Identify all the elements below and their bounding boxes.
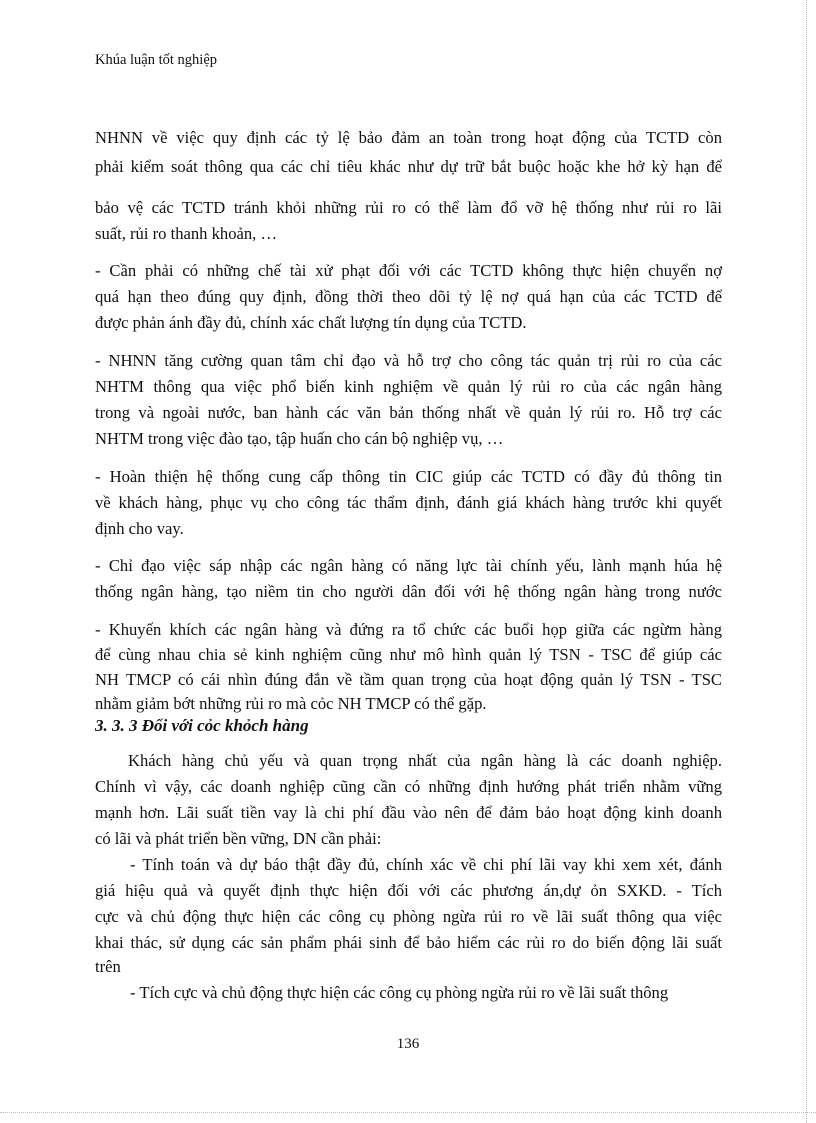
body-line: - Chỉ đạo việc sáp nhập các ngân hàng có năng lực tài chính yếu, lành mạnh húa hệ bbox=[95, 556, 722, 575]
body-line: khai thác, sử dụng các sản phẩm phái sinh để bảo hiểm các rủi ro do biến động lãi suất bbox=[95, 933, 722, 952]
body-line: để cùng nhau chia sẻ kinh nghiệm cũng như mô hình quản lý TSN - TSC để giúp các bbox=[95, 645, 722, 664]
body-line: - Tích cực và chủ động thực hiện các công cụ phòng ngừa rủi ro về lãi suất thông bbox=[130, 983, 669, 1002]
body-line: - Hoàn thiện hệ thống cung cấp thông tin CIC giúp các TCTD có đầy đủ thông tin bbox=[95, 467, 722, 486]
body-line: được phản ánh đầy đủ, chính xác chất lượng tín dụng của TCTD. bbox=[95, 313, 527, 332]
body-line: cực và chủ động thực hiện các công cụ phòng ngừa rủi ro về lãi suất thông qua việc bbox=[95, 907, 722, 926]
running-header: Khúa luận tốt nghiệp bbox=[95, 52, 218, 68]
body-line: - Tính toán và dự báo thật đầy đủ, chính xác về chi phí lãi vay khi xem xét, đánh bbox=[130, 855, 722, 874]
body-line: Khách hàng chủ yếu và quan trọng nhất của ngân hàng là các doanh nghiệp. bbox=[128, 751, 722, 770]
body-line: quá hạn theo đúng quy định, đồng thời theo dõi tỷ lệ nợ quá hạn của các TCTD để bbox=[95, 287, 722, 306]
body-line: trong và ngoài nước, ban hành các văn bản thống nhất về quản lý rủi ro. Hỗ trợ các bbox=[95, 403, 722, 422]
page-border-right bbox=[806, 0, 809, 1123]
body-line: nhằm giảm bớt những rủi ro mà cỏc NH TMCP có thể gặp. bbox=[95, 694, 487, 713]
body-line: - NHNN tăng cường quan tâm chỉ đạo và hỗ trợ cho công tác quản trị rủi ro của các bbox=[95, 351, 722, 370]
body-line: có lãi và phát triển bền vững, DN cần phải: bbox=[95, 829, 382, 848]
body-line: - Khuyến khích các ngân hàng và đứng ra tổ chức các buổi họp giữa các ngừm hàng bbox=[95, 620, 722, 639]
body-line: định cho vay. bbox=[95, 519, 184, 538]
body-line: suất, rủi ro thanh khoản, … bbox=[95, 224, 278, 243]
page-number: 136 bbox=[396, 1036, 420, 1052]
body-line: NHTM thông qua việc phổ biến kinh nghiệm về quản lý rủi ro của các ngân hàng bbox=[95, 377, 722, 396]
section-heading: 3. 3. 3 Đối với cỏc khỏch hàng bbox=[95, 716, 309, 735]
body-line: mạnh hơn. Lãi suất tiền vay là chi phí đầu vào nên để đảm bảo hoạt động kinh doanh bbox=[95, 803, 722, 822]
page-border-bottom bbox=[0, 1112, 816, 1114]
body-line: Chính vì vậy, các doanh nghiệp cũng cần có những định hướng phát triển nhằm vững bbox=[95, 777, 722, 796]
body-line: bảo vệ các TCTD tránh khỏi những rủi ro có thể làm đổ vỡ hệ thống như rủi ro lãi bbox=[95, 198, 722, 217]
body-line: NHNN về việc quy định các tỷ lệ bảo đảm an toàn trong hoạt động của TCTD còn bbox=[95, 128, 722, 147]
body-line: trên bbox=[95, 957, 121, 976]
body-line: về khách hàng, phục vụ cho công tác thẩm định, đánh giá khách hàng trước khi quyết bbox=[95, 493, 722, 512]
body-line: giá hiệu quả và quyết định thực hiện đối với các phương án,dự ỏn SXKD. - Tích bbox=[95, 881, 722, 900]
body-line: thống ngân hàng, tạo niềm tin cho người dân đối với hệ thống ngân hàng trong nước bbox=[95, 582, 722, 601]
body-line: phải kiểm soát thông qua các chỉ tiêu khác như dự trữ bắt buộc hoặc khe hở kỳ hạn để bbox=[95, 157, 722, 176]
body-line: NH TMCP có cái nhìn đúng đắn về tầm quan trọng của hoạt động quản lý TSN - TSC bbox=[95, 670, 722, 689]
body-line: NHTM trong việc đào tạo, tập huấn cho cán bộ nghiệp vụ, … bbox=[95, 429, 504, 448]
body-line: - Cần phải có những chế tài xử phạt đối với các TCTD không thực hiện chuyển nợ bbox=[95, 261, 722, 280]
